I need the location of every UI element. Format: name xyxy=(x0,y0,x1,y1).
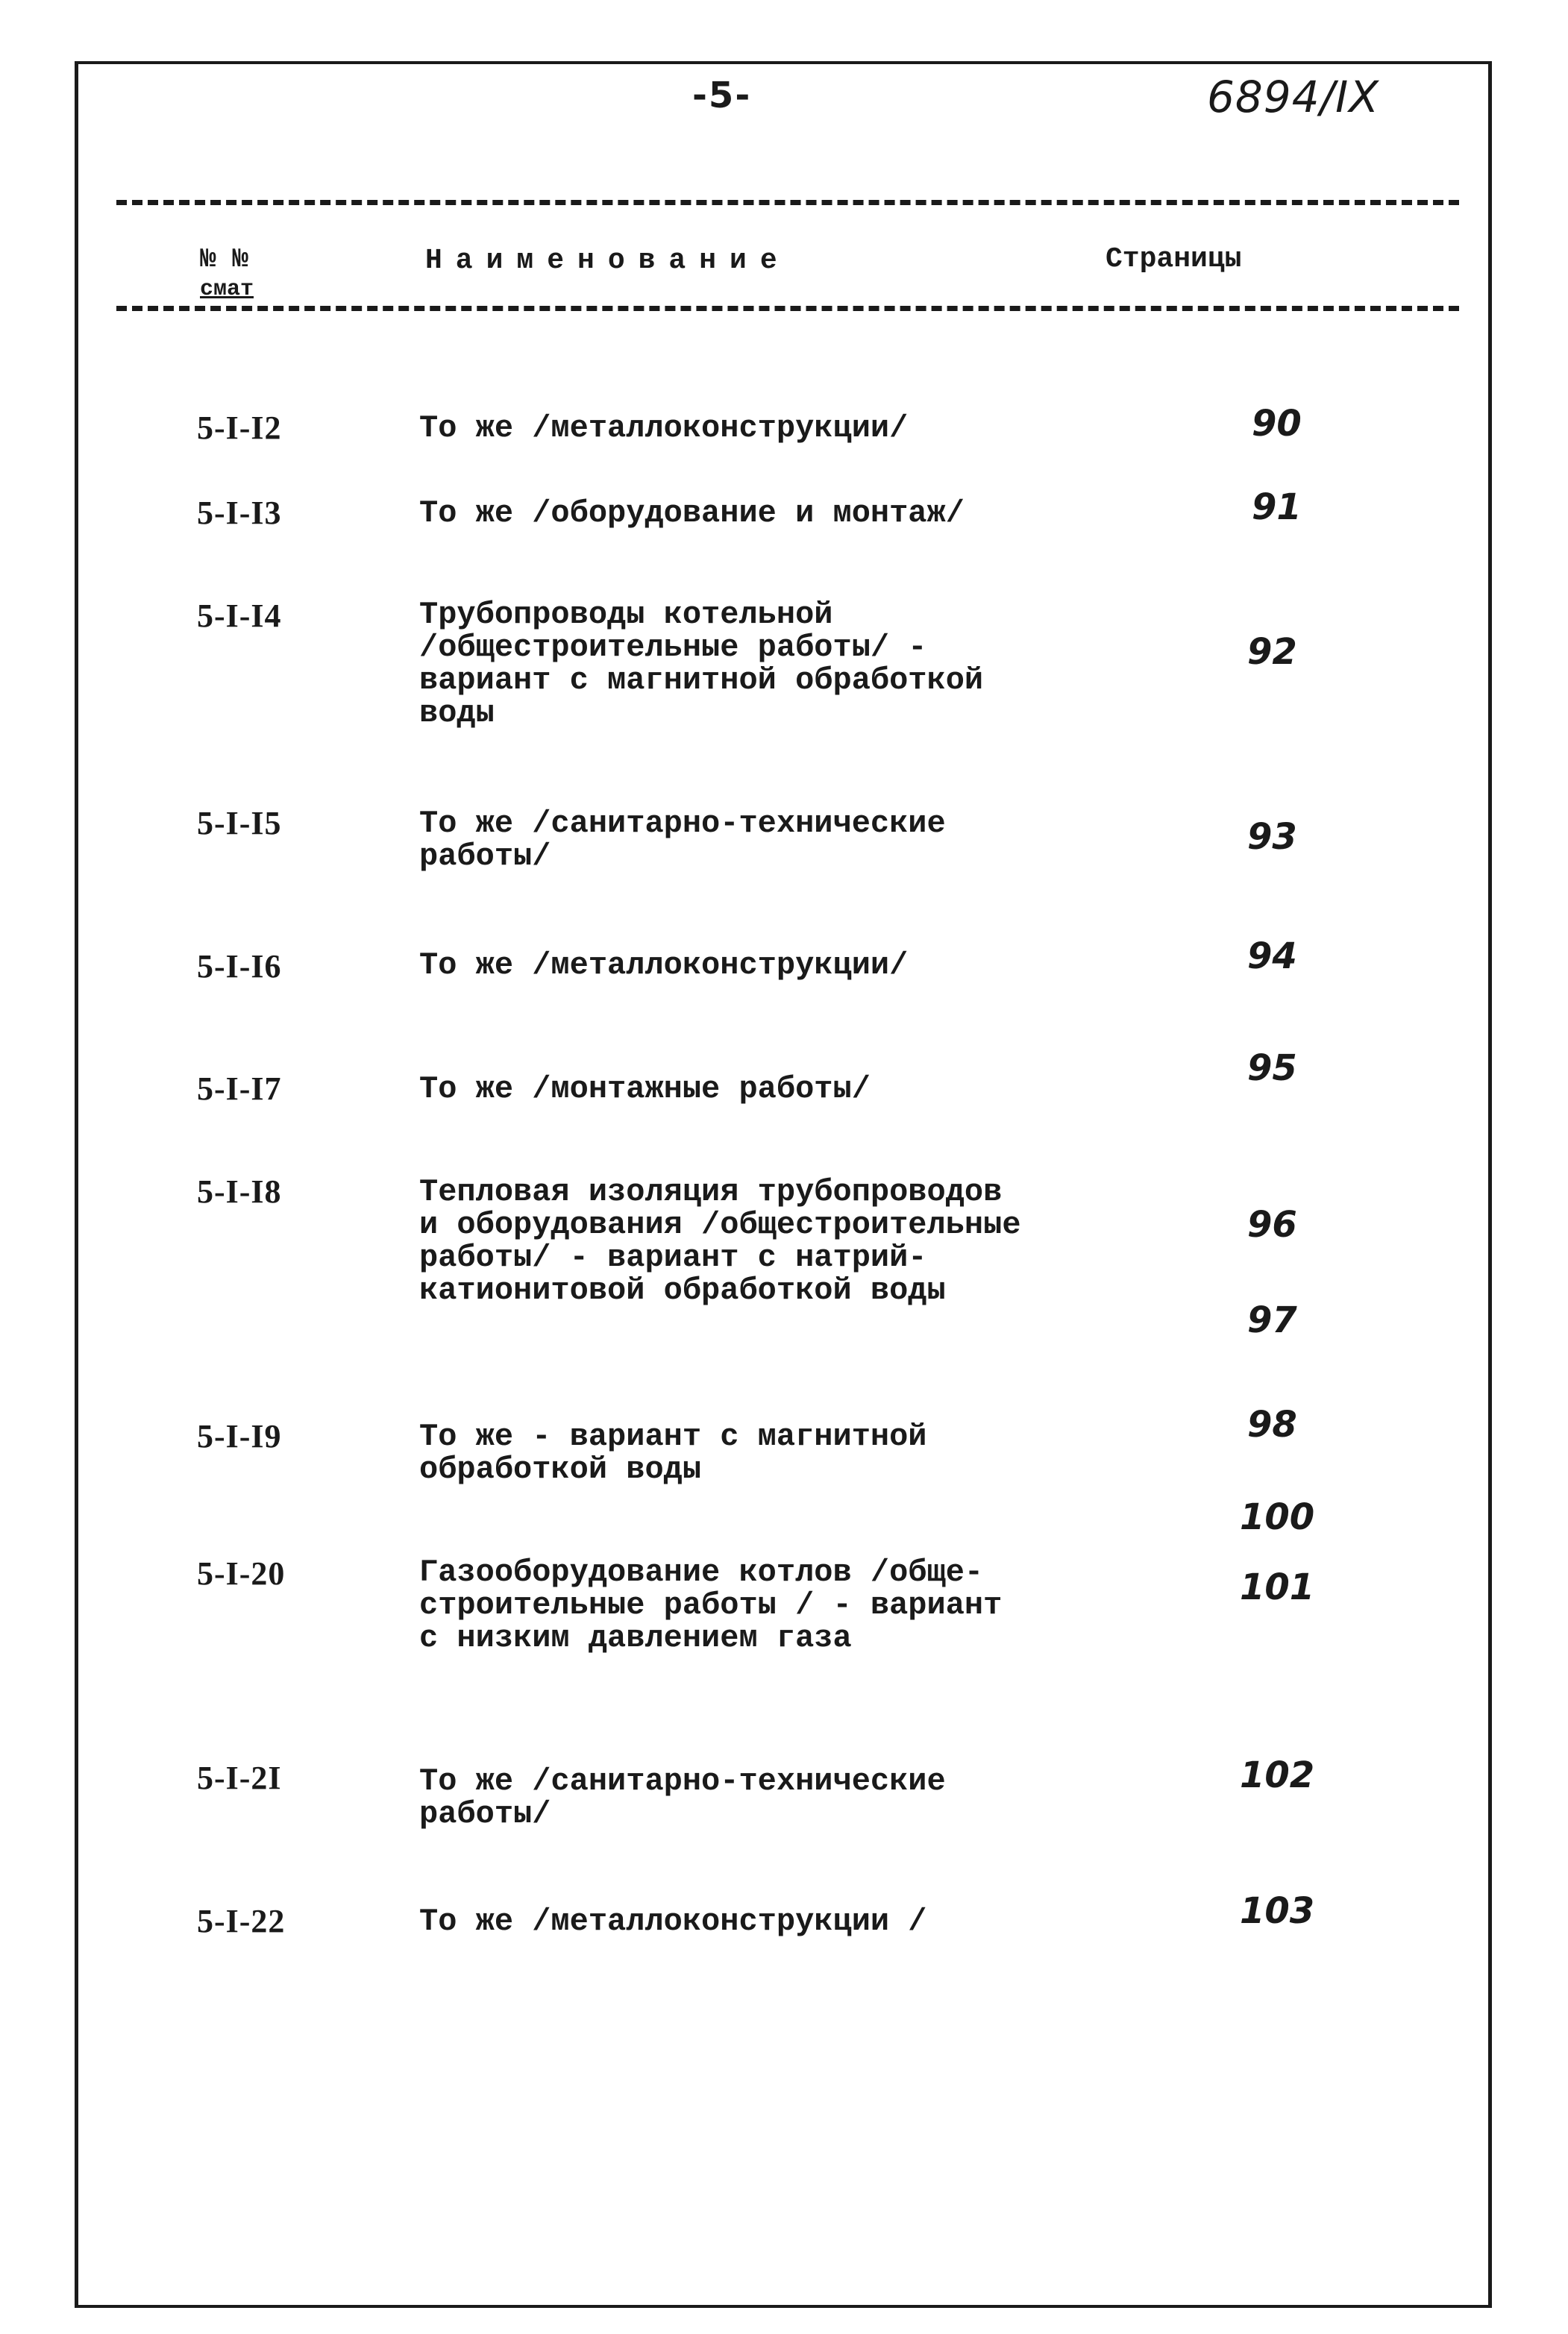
row-page: 94 xyxy=(1247,935,1297,977)
row-page: 92 xyxy=(1247,631,1297,673)
row-code: 5-I-I4 xyxy=(197,597,282,634)
header-bottom-rule xyxy=(116,306,1459,311)
column-header-name: Наименование xyxy=(425,245,791,277)
column-header-number xyxy=(200,245,254,304)
header-top-rule xyxy=(116,200,1459,205)
row-page: 100 xyxy=(1240,1496,1315,1538)
row-code: 5-I-I9 xyxy=(197,1418,282,1455)
row-code: 5-I-I6 xyxy=(197,948,282,985)
row-name: То же /металлоконструкции/ xyxy=(419,947,909,983)
row-code: 5-I-I2 xyxy=(197,410,282,446)
row-code: 5-I-I3 xyxy=(197,495,282,531)
column-header-pages: Страницы xyxy=(1106,243,1242,275)
row-page: 93 xyxy=(1247,816,1297,858)
row-code: 5-I-I7 xyxy=(197,1070,282,1107)
row-code: 5-I-2I xyxy=(197,1760,282,1796)
row-code: 5-I-I5 xyxy=(197,805,282,841)
row-name: То же /металлоконструкции/ xyxy=(419,410,909,446)
row-page: 90 xyxy=(1252,403,1302,445)
row-name: То же /металлоконструкции / xyxy=(419,1904,927,1939)
row-name: То же - вариант с магнитной обработкой воды xyxy=(419,1419,927,1487)
row-name: То же /санитарно-технические работы/ xyxy=(419,1763,946,1832)
row-page: 101 xyxy=(1240,1566,1315,1608)
column-header-number-line2: смат xyxy=(200,277,254,302)
row-name: Трубопроводы котельной /общестроительные работы/ - вариант с магнитной обработкой воды xyxy=(419,597,984,731)
row-page: 95 xyxy=(1247,1047,1297,1089)
document-code: 6894/IX xyxy=(1207,72,1379,122)
row-name: Газооборудование котлов /обще- строительные работы / - вариант с низким давлением газа xyxy=(419,1555,1003,1656)
column-header-number-line1: № № xyxy=(200,244,248,275)
row-page: 96 xyxy=(1247,1204,1297,1246)
page-number: -5- xyxy=(692,75,752,116)
row-page: 97 xyxy=(1247,1299,1297,1341)
row-page: 91 xyxy=(1252,486,1302,528)
row-page: 98 xyxy=(1247,1404,1297,1446)
row-page: 103 xyxy=(1240,1890,1315,1932)
row-code: 5-I-22 xyxy=(197,1903,286,1939)
row-code: 5-I-I8 xyxy=(197,1173,282,1210)
row-code: 5-I-20 xyxy=(197,1555,286,1592)
row-name: То же /оборудование и монтаж/ xyxy=(419,495,965,531)
row-page: 102 xyxy=(1240,1754,1315,1796)
row-name: То же /санитарно-технические работы/ xyxy=(419,806,946,874)
row-name: То же /монтажные работы/ xyxy=(419,1071,871,1107)
row-name: Тепловая изоляция трубопроводов и оборудования /общестроительные работы/ - вариант с натрий- катионитовой обработкой воды xyxy=(419,1174,1021,1308)
